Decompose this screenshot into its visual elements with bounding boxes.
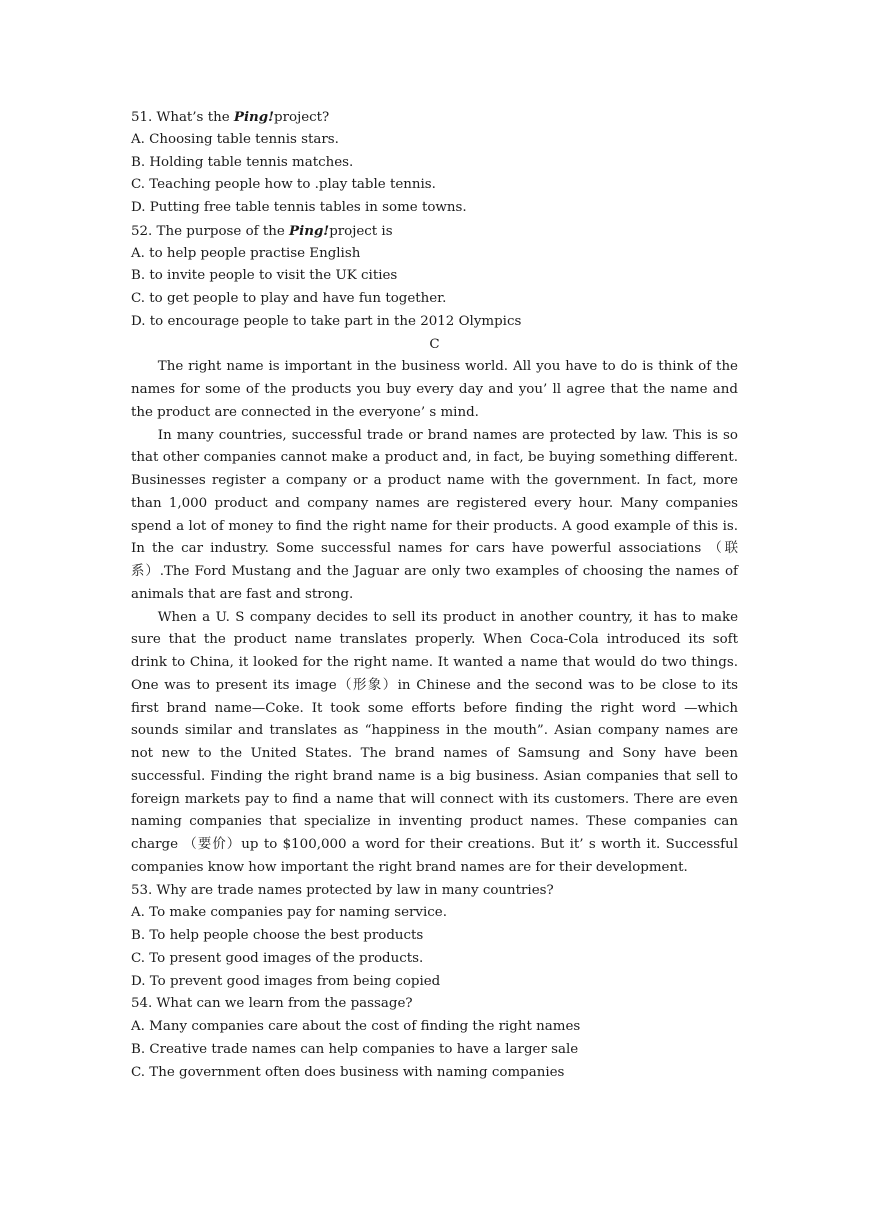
ping-project-name: Ping! [289, 222, 330, 239]
question-52-option-d: D. to encourage people to take part in the 2012 Olympics [131, 313, 522, 329]
question-51-stem: 51. What’s the Ping!project? [131, 109, 330, 125]
passage-paragraph-2: In many countries, successful trade or brand names are protected by law. This is so that other companies cannot make a product and, in fact, be buying something different. Businesses register a company or a product name with the government. In fact, more than 1,000 product and company names are registered every hour. Many companies spend a lot of money to find the right name for their products. A good example of this is. In the car industry. Some successful names for cars have powerful associations （联系）.The Ford Mustang and the Jaguar are only two examples of choosing the names of animals that are fast and strong. [131, 427, 738, 602]
question-53-stem: 53. Why are trade names protected by law in many countries? [131, 882, 554, 898]
question-54-option-c: C. The government often does business with naming companies [131, 1064, 565, 1080]
passage-paragraph-1: The right name is important in the business world. All you have to do is think of the names for some of the products you buy every day and you’ ll agree that the name and the product are connected in the everyone’ s mind. [131, 359, 738, 420]
question-52-option-b: B. to invite people to visit the UK cities [131, 268, 398, 284]
question-54-stem: 54. What can we learn from the passage? [131, 996, 413, 1012]
question-52-option-a: A. to help people practise English [131, 245, 361, 261]
question-51-option-d: D. Putting free table tennis tables in some towns. [131, 200, 467, 215]
question-54-option-b: B. Creative trade names can help companies to have a larger sale [131, 1041, 579, 1057]
passage-paragraph-3: When a U. S company decides to sell its product in another country, it has to make sure that the product name translates properly. When Coca-Cola introduced its soft drink to China, it looked for the right name. It wanted a name that would do two things. One was to present its image（形象）in Chinese and the second was to be close to its first brand name—Coke. It took some efforts before finding the right word —which sounds similar and translates as “happiness in the mouth”. Asian company names are not new to the United States. The brand names of Samsung and Sony have been successful. Finding the right brand name is a big business. Asian companies that sell to foreign markets pay to find a name that will connect with its customers. There are even naming companies that specialize in inventing product names. These companies can charge （要价）up to $100,000 a word for their creations. But it’ s worth it. Successful companies know how important the right brand names are for their development. [131, 609, 738, 875]
question-53-option-c: C. To present good images of the products. [131, 950, 424, 966]
section-heading: C [429, 336, 440, 352]
ping-project-name: Ping! [233, 109, 275, 125]
question-53-option-d: D. To prevent good images from being copied [131, 973, 441, 989]
question-51-option-c: C. Teaching people how to .play table tennis. [131, 177, 436, 193]
question-51-option-b: B. Holding table tennis matches. [131, 154, 354, 170]
question-53-option-b: B. To help people choose the best products [131, 928, 424, 943]
question-52-stem: 52. The purpose of the Ping!project is [131, 222, 393, 239]
question-53-option-a: A. To make companies pay for naming service. [131, 905, 447, 921]
question-51-option-a: A. Choosing table tennis stars. [131, 131, 339, 147]
exam-page [131, 106, 738, 1084]
question-52-option-c: C. to get people to play and have fun together. [131, 291, 447, 306]
question-54-option-a: A. Many companies care about the cost of finding the right names [131, 1019, 581, 1034]
